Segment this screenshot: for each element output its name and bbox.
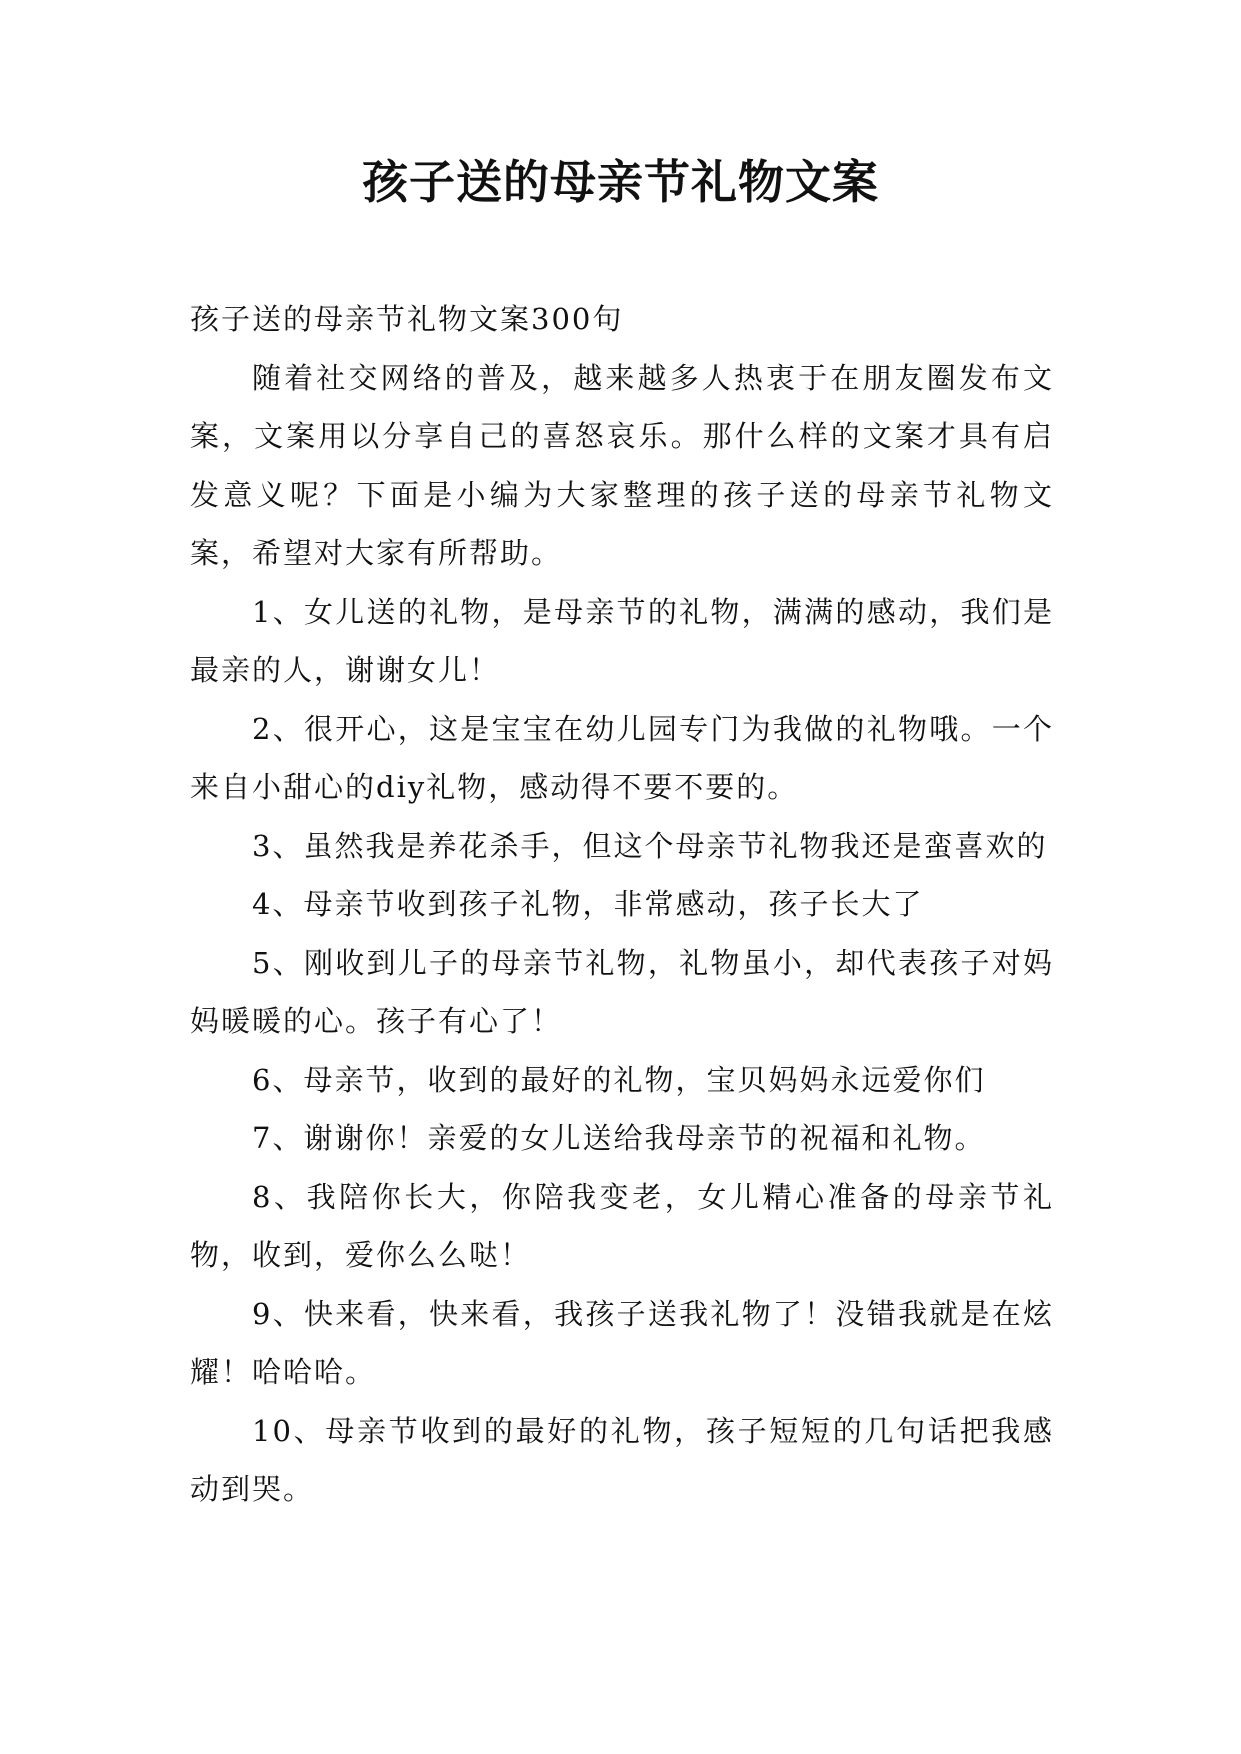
list-item: 7、谢谢你！亲爱的女儿送给我母亲节的祝福和礼物。 — [252, 1121, 986, 1155]
list-item: 3、虽然我是养花杀手，但这个母亲节礼物我还是蛮喜欢的 — [252, 828, 1048, 863]
list-item: 9、快来看，快来看，我孩子送我礼物了！没错我就是在炫耀！哈哈哈。 — [190, 1296, 1054, 1389]
list-item: 2、很开心，这是宝宝在幼儿园专门为我做的礼物哦。一个来自小甜心的diy礼物，感动得不要不要的。 — [190, 711, 1054, 804]
document-body — [190, 290, 1054, 1519]
list-item: 8、我陪你长大，你陪我变老，女儿精心准备的母亲节礼物，收到，爱你么么哒！ — [190, 1179, 1054, 1272]
list-item: 1、女儿送的礼物，是母亲节的礼物，满满的感动，我们是最亲的人，谢谢女儿！ — [190, 594, 1054, 687]
list-item: 5、刚收到儿子的母亲节礼物，礼物虽小，却代表孩子对妈妈暖暖的心。孩子有心了！ — [190, 945, 1054, 1038]
document-title: 孩子送的母亲节礼物文案 — [362, 155, 879, 209]
list-item: 10、母亲节收到的最好的礼物，孩子短短的几句话把我感动到哭。 — [190, 1413, 1054, 1506]
intro-paragraph: 随着社交网络的普及，越来越多人热衷于在朋友圈发布文案，文案用以分享自己的喜怒哀乐。那什么样的文案才具有启发意义呢？下面是小编为大家整理的孩子送的母亲节礼物文案，希望对大家有所帮助。 — [190, 360, 1054, 570]
document-subtitle: 孩子送的母亲节礼物文案300句 — [190, 302, 624, 336]
list-item: 4、母亲节收到孩子礼物，非常感动，孩子长大了 — [252, 887, 924, 921]
list-item: 6、母亲节，收到的最好的礼物，宝贝妈妈永远爱你们 — [252, 1062, 986, 1097]
